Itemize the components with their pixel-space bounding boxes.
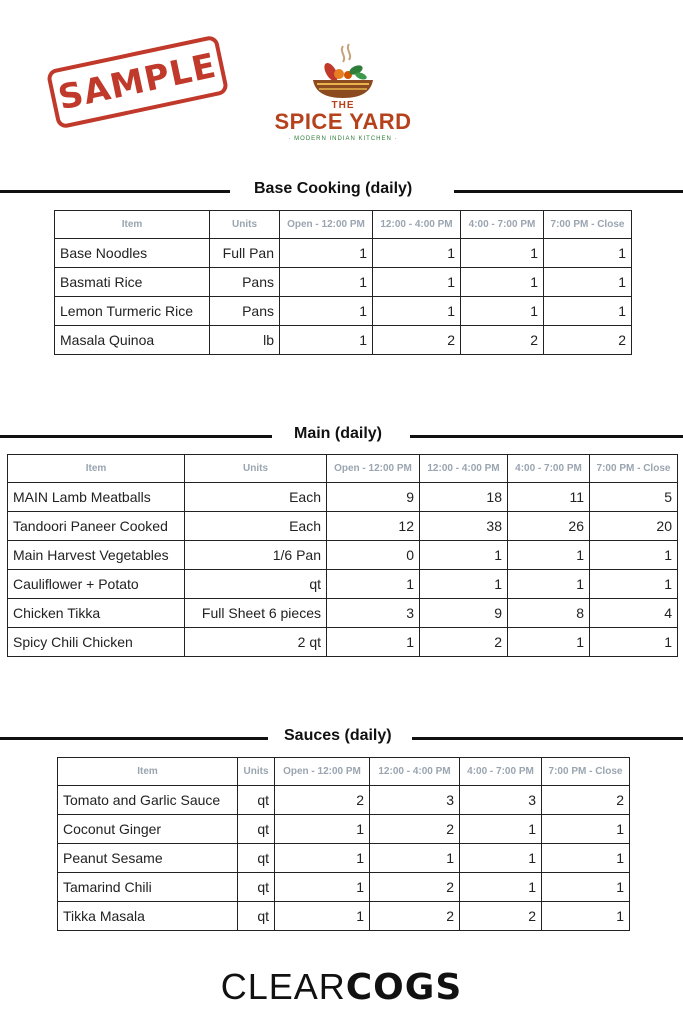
units-cell: qt: [238, 844, 275, 873]
brand-bold: COGS: [345, 967, 463, 1008]
qty-cell: 1: [275, 815, 370, 844]
qty-cell: 1: [461, 297, 544, 326]
divider-line: [0, 190, 230, 193]
qty-cell: 1: [420, 541, 508, 570]
units-cell: qt: [238, 902, 275, 931]
units-cell: Pans: [210, 297, 280, 326]
divider-line: [454, 190, 683, 193]
section-title: Main (daily): [294, 425, 383, 442]
bowl-with-spices-icon: [303, 42, 383, 104]
units-cell: qt: [185, 570, 327, 599]
qty-cell: 1: [590, 541, 678, 570]
column-header-units: Units: [210, 211, 280, 239]
divider-line: [0, 737, 268, 740]
table-row: [8, 541, 678, 570]
table-main: [7, 454, 678, 657]
column-header-4pm-7pm: 4:00 - 7:00 PM: [461, 211, 544, 239]
column-header-4pm-7pm: 4:00 - 7:00 PM: [508, 455, 590, 483]
column-header-item: Item: [55, 211, 210, 239]
section-heading-base-cooking: [0, 180, 683, 200]
table-sauces: [57, 757, 630, 931]
units-cell: 1/6 Pan: [185, 541, 327, 570]
logo-tagline: · MODERN INDIAN KITCHEN ·: [288, 136, 398, 142]
qty-cell: 1: [373, 297, 461, 326]
qty-cell: 1: [275, 844, 370, 873]
column-header-item: Item: [58, 758, 238, 786]
qty-cell: 2: [370, 902, 460, 931]
units-cell: lb: [210, 326, 280, 355]
qty-cell: 11: [508, 483, 590, 512]
logo-the: THE: [331, 100, 355, 111]
qty-cell: 1: [280, 297, 373, 326]
qty-cell: 1: [542, 902, 630, 931]
column-header-12pm-4pm: 12:00 - 4:00 PM: [370, 758, 460, 786]
table-base-cooking: [54, 210, 632, 355]
column-header-open-12pm: Open - 12:00 PM: [275, 758, 370, 786]
item-cell: Tikka Masala: [58, 902, 238, 931]
table-row: [58, 786, 630, 815]
qty-cell: 1: [460, 844, 542, 873]
qty-cell: 1: [275, 873, 370, 902]
section-title: Sauces (daily): [284, 727, 392, 744]
column-header-7pm-close: 7:00 PM - Close: [544, 211, 632, 239]
column-header-7pm-close: 7:00 PM - Close: [542, 758, 630, 786]
qty-cell: 1: [544, 297, 632, 326]
qty-cell: 2: [544, 326, 632, 355]
table-row: [8, 570, 678, 599]
qty-cell: 8: [508, 599, 590, 628]
qty-cell: 3: [370, 786, 460, 815]
column-header-12pm-4pm: 12:00 - 4:00 PM: [420, 455, 508, 483]
item-cell: Spicy Chili Chicken: [8, 628, 185, 657]
qty-cell: 0: [327, 541, 420, 570]
qty-cell: 1: [373, 239, 461, 268]
column-header-open-12pm: Open - 12:00 PM: [280, 211, 373, 239]
divider-line: [0, 435, 272, 438]
units-cell: Full Sheet 6 pieces: [185, 599, 327, 628]
item-cell: Base Noodles: [55, 239, 210, 268]
item-cell: Basmati Rice: [55, 268, 210, 297]
qty-cell: 9: [327, 483, 420, 512]
item-cell: Tamarind Chili: [58, 873, 238, 902]
qty-cell: 20: [590, 512, 678, 541]
column-header-units: Units: [238, 758, 275, 786]
table-row: [58, 873, 630, 902]
qty-cell: 1: [544, 239, 632, 268]
table-row: [55, 268, 632, 297]
qty-cell: 2: [370, 815, 460, 844]
table-row: [8, 628, 678, 657]
qty-cell: 18: [420, 483, 508, 512]
table-row: [55, 326, 632, 355]
sample-stamp: SAMPLE: [46, 34, 230, 129]
qty-cell: 1: [280, 268, 373, 297]
item-cell: Tomato and Garlic Sauce: [58, 786, 238, 815]
units-cell: qt: [238, 873, 275, 902]
qty-cell: 1: [544, 268, 632, 297]
qty-cell: 1: [461, 239, 544, 268]
section-heading-main: [0, 425, 683, 445]
units-cell: Each: [185, 512, 327, 541]
column-header-4pm-7pm: 4:00 - 7:00 PM: [460, 758, 542, 786]
qty-cell: 1: [373, 268, 461, 297]
item-cell: Main Harvest Vegetables: [8, 541, 185, 570]
section-title: Base Cooking (daily): [254, 180, 413, 197]
units-cell: 2 qt: [185, 628, 327, 657]
qty-cell: 38: [420, 512, 508, 541]
qty-cell: 1: [542, 815, 630, 844]
qty-cell: 1: [280, 239, 373, 268]
qty-cell: 1: [280, 326, 373, 355]
qty-cell: 1: [327, 628, 420, 657]
table-row: [8, 512, 678, 541]
qty-cell: 1: [590, 570, 678, 599]
qty-cell: 1: [370, 844, 460, 873]
qty-cell: 1: [508, 570, 590, 599]
table-header-row: [8, 455, 678, 483]
column-header-units: Units: [185, 455, 327, 483]
qty-cell: 26: [508, 512, 590, 541]
qty-cell: 1: [460, 815, 542, 844]
qty-cell: 2: [370, 873, 460, 902]
item-cell: Tandoori Paneer Cooked: [8, 512, 185, 541]
units-cell: qt: [238, 786, 275, 815]
units-cell: Full Pan: [210, 239, 280, 268]
item-cell: Lemon Turmeric Rice: [55, 297, 210, 326]
qty-cell: 2: [542, 786, 630, 815]
table-row: [58, 902, 630, 931]
qty-cell: 4: [590, 599, 678, 628]
item-cell: Coconut Ginger: [58, 815, 238, 844]
qty-cell: 2: [373, 326, 461, 355]
qty-cell: 5: [590, 483, 678, 512]
table-header-row: [58, 758, 630, 786]
table-row: [55, 297, 632, 326]
units-cell: Pans: [210, 268, 280, 297]
qty-cell: 1: [508, 628, 590, 657]
qty-cell: 9: [420, 599, 508, 628]
qty-cell: 1: [420, 570, 508, 599]
divider-line: [410, 435, 683, 438]
item-cell: Peanut Sesame: [58, 844, 238, 873]
item-cell: Cauliflower + Potato: [8, 570, 185, 599]
item-cell: Chicken Tikka: [8, 599, 185, 628]
table-row: [58, 844, 630, 873]
qty-cell: 1: [327, 570, 420, 599]
units-cell: Each: [185, 483, 327, 512]
table-row: [58, 815, 630, 844]
qty-cell: 2: [275, 786, 370, 815]
table-row: [8, 483, 678, 512]
table-header-row: [55, 211, 632, 239]
table-row: [8, 599, 678, 628]
column-header-12pm-4pm: 12:00 - 4:00 PM: [373, 211, 461, 239]
qty-cell: 1: [275, 902, 370, 931]
qty-cell: 12: [327, 512, 420, 541]
table-row: [55, 239, 632, 268]
section-heading-sauces: [0, 727, 683, 747]
restaurant-logo: [268, 42, 418, 152]
qty-cell: 1: [461, 268, 544, 297]
qty-cell: 2: [461, 326, 544, 355]
column-header-open-12pm: Open - 12:00 PM: [327, 455, 420, 483]
logo-name: SPICE YARD: [274, 109, 412, 134]
item-cell: Masala Quinoa: [55, 326, 210, 355]
qty-cell: 2: [420, 628, 508, 657]
qty-cell: 1: [508, 541, 590, 570]
qty-cell: 3: [460, 786, 542, 815]
units-cell: qt: [238, 815, 275, 844]
qty-cell: 2: [460, 902, 542, 931]
column-header-item: Item: [8, 455, 185, 483]
column-header-7pm-close: 7:00 PM - Close: [590, 455, 678, 483]
qty-cell: 3: [327, 599, 420, 628]
divider-line: [412, 737, 683, 740]
clearcogs-brand: [0, 966, 683, 1008]
qty-cell: 1: [542, 873, 630, 902]
item-cell: MAIN Lamb Meatballs: [8, 483, 185, 512]
brand-light: CLEAR: [220, 966, 346, 1007]
qty-cell: 1: [590, 628, 678, 657]
qty-cell: 1: [542, 844, 630, 873]
qty-cell: 1: [460, 873, 542, 902]
